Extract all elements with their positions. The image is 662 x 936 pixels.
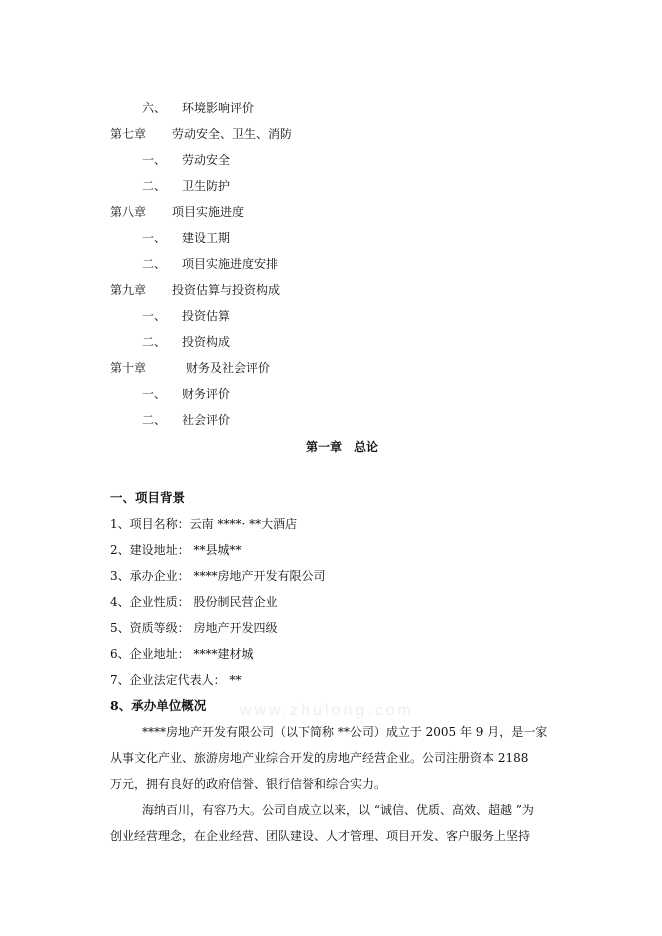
toc-chapter-label: 第十章 [110,361,147,375]
toc-item-financial-evaluation [142,387,230,401]
toc-text: 劳动安全、卫生、消防 [172,127,293,141]
paragraph-line: 创业经营理念，在企业经营、团队建设、人才管理、项目开发、客户服务上坚持 [110,829,531,843]
paragraph-line: 海纳百川，有容乃大。公司自成立以来，以 “诚信、优质、高效、超越 ”为 [142,803,534,817]
section-heading-project-background: 一、项目背景 [110,490,186,505]
toc-text: 项目实施进度安排 [182,257,279,271]
toc-chapter-label: 第八章 [110,205,147,219]
toc-text: 卫生防护 [182,179,231,193]
fact-company-address: 6、企业地址： ****建材城 [110,647,254,661]
toc-item-environmental-evaluation [142,101,254,115]
toc-item-investment-estimate [142,309,230,323]
section-heading-company-overview: 8、承办单位概况 [110,698,207,713]
toc-text: 建设工期 [182,231,231,245]
toc-number: 二、 [142,257,167,271]
toc-item-schedule [142,257,278,271]
chapter-title: 第一章 总论 [306,440,379,454]
fact-legal-representative: 7、企业法定代表人： ** [110,673,242,687]
paragraph-line: ****房地产开发有限公司（以下简称 **公司）成立于 2005 年 9 月，是一家 [142,725,548,739]
toc-number: 一、 [142,387,167,401]
toc-item-construction-period [142,231,230,245]
fact-project-name: 1、项目名称：云南 ****· **大酒店 [110,517,298,531]
toc-text: 投资估算与投资构成 [172,283,281,297]
toc-number: 二、 [142,413,167,427]
fact-construction-address: 2、建设地址： **县城** [110,543,242,557]
toc-item-labor-safety [142,153,230,167]
toc-text: 财务及社会评价 [186,361,271,375]
toc-text: 社会评价 [182,413,231,427]
fact-host-company: 3、承办企业： ****房地产开发有限公司 [110,569,326,583]
toc-number: 一、 [142,153,167,167]
toc-item-investment-structure [142,335,230,349]
toc-number: 六、 [142,101,167,115]
toc-item-sanitation [142,179,230,193]
toc-text: 投资估算 [182,309,231,323]
toc-number: 二、 [142,335,167,349]
toc-chapter-8 [110,205,244,219]
toc-chapter-10 [110,361,270,375]
fact-company-type: 4、企业性质： 股份制民营企业 [110,595,278,609]
toc-text: 项目实施进度 [172,205,245,219]
toc-number: 二、 [142,179,167,193]
toc-text: 劳动安全 [182,153,231,167]
toc-chapter-9 [110,283,280,297]
toc-chapter-label: 第九章 [110,283,147,297]
watermark: www.zhulong.com [240,702,414,719]
toc-text: 财务评价 [182,387,231,401]
toc-item-social-evaluation [142,413,230,427]
paragraph-line: 从事文化产业、旅游房地产业综合开发的房地产经营企业。公司注册资本 2188 [110,751,529,765]
toc-text: 投资构成 [182,335,231,349]
toc-number: 一、 [142,309,167,323]
toc-chapter-label: 第七章 [110,127,147,141]
toc-chapter-7 [110,127,292,141]
toc-text: 环境影响评价 [182,101,255,115]
fact-qualification-level: 5、资质等级： 房地产开发四级 [110,621,278,635]
toc-number: 一、 [142,231,167,245]
paragraph-line: 万元，拥有良好的政府信誉、银行信誉和综合实力。 [110,777,387,791]
